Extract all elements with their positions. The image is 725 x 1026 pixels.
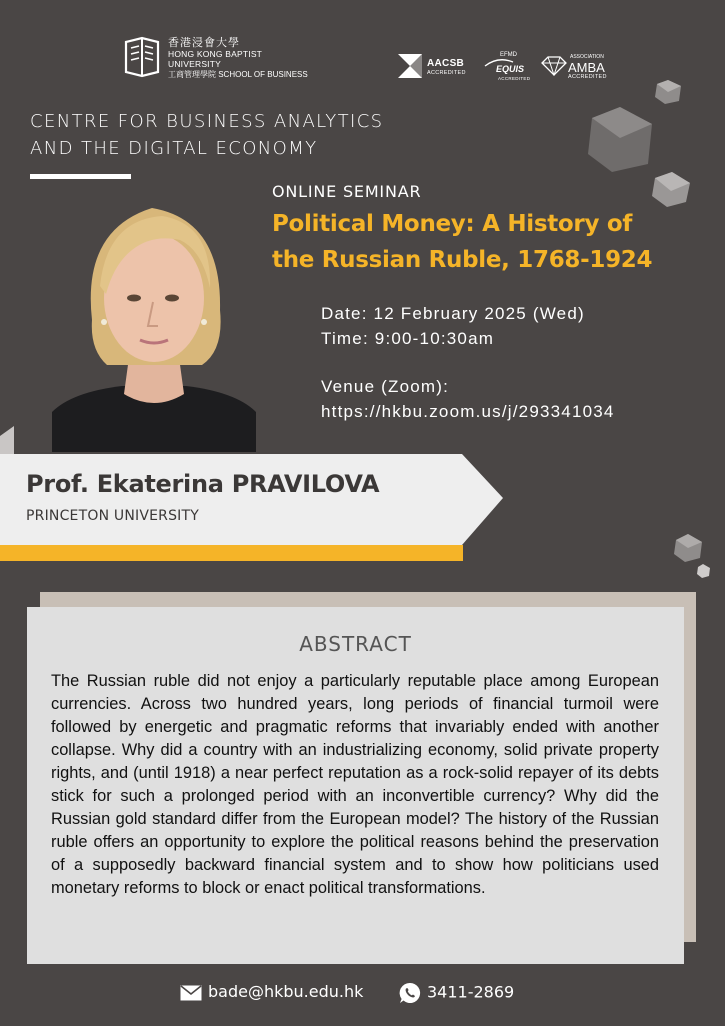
zoom-link[interactable]: https://hkbu.zoom.us/j/293341034 (321, 402, 615, 421)
seminar-venue (321, 374, 615, 424)
centre-line-1: CENTRE FOR BUSINESS ANALYTICS (30, 111, 384, 132)
seminar-date: Date: 12 February 2025 (Wed) (321, 304, 585, 323)
abstract-body: The Russian ruble did not enjoy a particularly reputable place among European currencies. Across two hundred years, long periods of financial turmoil were followed by energetic and pragmatic reforms that invariably ended with another collapse. Why did a country with an industrializing economy, solid private property rights, and (until 1918) a near perfect reputation as a rock-solid repayer of its debts stick for such a prolonged period with an inconvertible currency? Why did the Russian gold standard differ from the European model? The history of the Russian ruble offers an opportunity to explore the political reasons behind the preservation of a supposedly backward financial system and to show how politicians used monetary reforms to block or enact political transformations. (51, 672, 659, 897)
abstract-heading: ABSTRACT (299, 632, 412, 656)
equis-badge (484, 52, 534, 82)
seminar-title (272, 206, 692, 278)
school-name: 工商管理學院 SCHOOL OF BUSINESS (168, 69, 308, 79)
aacsb-sub: ACCREDITED (427, 70, 466, 76)
speaker-banner (0, 454, 505, 548)
amba-diamond-icon (540, 56, 568, 76)
amba-label: AMBA (568, 60, 605, 75)
speaker-portrait (52, 190, 256, 452)
speaker-name: Prof. Ekaterina PRAVILOVA (26, 470, 380, 498)
seminar-type: ONLINE SEMINAR (272, 182, 422, 201)
equis-sub: ACCREDITED (498, 76, 531, 81)
amba-sub: ACCREDITED (568, 74, 607, 80)
speaker-affiliation: PRINCETON UNIVERSITY (26, 508, 200, 524)
contact-phone[interactable] (399, 982, 514, 1004)
cube-large (588, 107, 652, 172)
email-text[interactable]: bade@hkbu.edu.hk (208, 982, 364, 1001)
hkbu-logo[interactable] (122, 36, 312, 80)
aacsb-label: AACSB (427, 58, 465, 69)
venue-label: Venue (Zoom): (321, 377, 450, 396)
left-triangle (0, 426, 14, 454)
seminar-datetime (321, 301, 585, 351)
equis-top: EFMD (500, 52, 517, 58)
centre-name (30, 108, 383, 162)
hkbu-chinese-name: 香港浸會大學 (168, 37, 240, 49)
hkbu-english-name: HONG KONG BAPTIST UNIVERSITY (168, 48, 262, 69)
cube-small-top (655, 80, 681, 104)
cube-medium (652, 172, 690, 207)
seminar-time: Time: 9:00-10:30am (321, 329, 495, 348)
seminar-title-line-1: Political Money: A History of (272, 211, 633, 237)
hkbu-wordmark (168, 38, 312, 80)
mail-icon (180, 985, 202, 1001)
centre-underline (30, 174, 131, 179)
hkbu-emblem-icon (122, 36, 162, 78)
amba-badge (540, 52, 612, 82)
accent-bar (0, 545, 463, 561)
aacsb-logo-icon (398, 54, 422, 78)
contact-email[interactable] (180, 982, 363, 1001)
centre-line-2: AND THE DIGITAL ECONOMY (30, 138, 318, 159)
phone-text[interactable]: 3411-2869 (427, 982, 515, 1002)
equis-label: EQUIS (496, 64, 525, 74)
whatsapp-icon (399, 982, 421, 1004)
cube-lower-2 (697, 564, 710, 578)
aacsb-badge (398, 52, 472, 82)
amba-top: ASSOCIATION (570, 54, 604, 60)
seminar-title-line-2: the Russian Ruble, 1768-1924 (272, 247, 653, 273)
cube-lower-1 (674, 534, 702, 562)
